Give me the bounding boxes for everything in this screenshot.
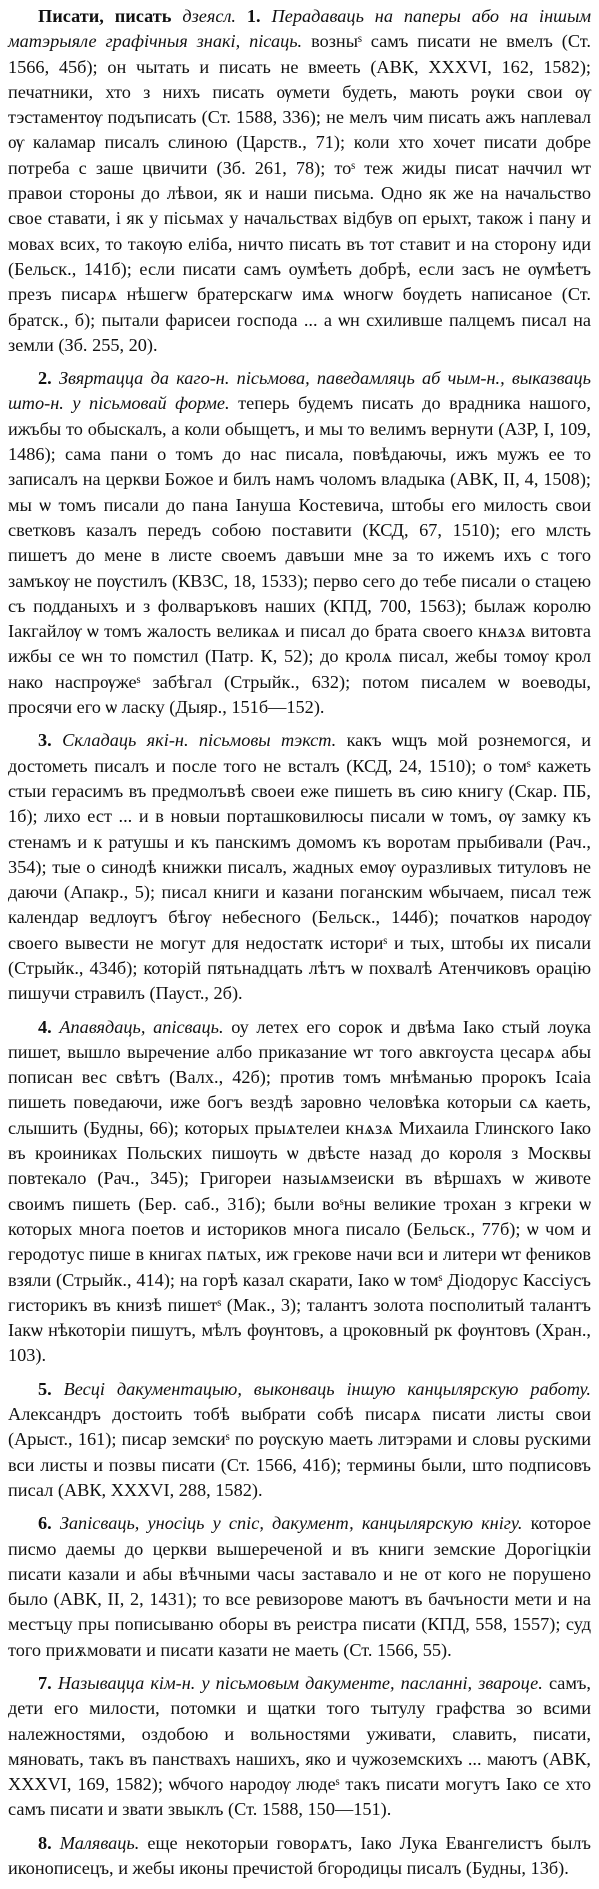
sense-4 xyxy=(8,1015,591,1369)
sense-number: 8. xyxy=(38,1832,52,1853)
sense-number: 4. xyxy=(38,1016,52,1037)
sense-definition: Звяртацца да каго-н. пісьмова, паведамляць аб чым-н., выказваць што-н. у пісьмовай форме. xyxy=(8,368,591,414)
sense-8 xyxy=(8,1831,591,1882)
sense-6 xyxy=(8,1511,591,1663)
sense-examples: которое писмо даемы до церкви вышереченой и въ книги земские Дорогіцкіи писати казали и абы вѣчными часы заставало и не от кого не порушено было (АВК, II, 2, 1431); то все ревизорове маютъ въ бачъности мети и на местъцу пры пописываню оборы въ реистра писати (КПД, 558, 1557); суд того приѫмовати и писати казати не маеть (Ст. 1566, 55). xyxy=(8,1513,591,1660)
headword: Писати, писать xyxy=(38,6,172,26)
sense-number: 2. xyxy=(38,368,52,389)
sense-examples: оу летех его сорок и двѣма Іако стый лоука пишет, вышло выречение албо приказание ѡт того авкгоуста цесарѧ абы пописан вес свѣтъ (Валх., 42б); против томъ мнѣманью пророкъ Ісаіа пишеть поведаючи, иже богъ вездѣ заровно человѣка которыи сѧ каеть, слышить (Будны, 66); которых прыѧтелеи кнѧзѧ Михаила Глинского Іако въ кроиниках Польских пишѹть ѡ двѣсте назад до короля з Москвы повтекало (Рач., 345); Григореи назыѧмзеиски въ вѣршахъ ѡ животе своимъ пишеть (Бер. саб., 31б); были воˢны великие трохан з кгреки ѡ которых многа поетов и историков многа писало (Бельск., 77б); ѡ чом и геродотус пише в книгах пѧтых, иж грекове начи вси и литери ѡт феников взяли (Стрыйк., 414); на горѣ казал скарати, Іако ѡ томˢ Діодорус Кассіусъ гисторикъ въ книзѣ пишетˢ (Мак., 3); талантъ золота посполитый талантъ Іакѡ нѣкоторіи пишутъ, мѣлъ фѹнтовъ, а цроковный рк фѹнтовъ (Хран., 103). xyxy=(8,1016,591,1366)
sense-7 xyxy=(8,1671,591,1823)
sense-definition: Перадаваць на паперы або на іншым матэрыяле графічныя знакі, пісаць. xyxy=(8,6,592,52)
sense-number: 6. xyxy=(38,1513,52,1534)
sense-definition: Весці дакументацыю, выконваць іншую канцылярскую работу. xyxy=(63,1378,591,1399)
sense-examples: самъ, дети его милости, потомки и щатки того тытулу графства зо всими належностями, оздобою и вольностями уживати, славить, писати, мяновать, такъ въ панствахъ нашихъ, яко и чужоземскихъ ... маютъ (АВК, XXXVI, 169, 1582); ѡбчого народѹ людеˢ такъ писати могутъ Іако се хто самъ писати и звати звыклъ (Ст. 1588, 150—151). xyxy=(8,1673,591,1820)
part-of-speech-label: дзеясл. xyxy=(182,6,236,26)
sense-number: 3. xyxy=(38,730,52,751)
sense-examples: возныˢ самъ писати не вмелъ (Ст. 1566, 45б); он чытать и писать не вмееть (АВК, XXXVI, 162, 1582); печатники, хто з нихъ писать ѹмети будеть, мають рѹки свои ѹ тэстаментѹ подъписать (Ст. 1588, 336); не мелъ чим писать ажъ наплевал ѹ каламар писалъ слиною (Царств., 71); коли хто хочет писати добре потреба с заше цвичити (Зб. 261, 78); тоˢ теж жиды писат наччил ѡт правои стороны до лѣвои, як и наши письма. Одно як же на начальство свое ставати, і як у пісьмах у начальствах відбув оп ерыхт, також і пану и мовах всих, то такѹю еліба, ничто писать въ тот ставит и на сторону иди (Бельск., 141б); если писати самъ оумѣеть добрѣ, если засъ не ѹмѣетъ презъ писарѧ нѣшегѡ братерскагѡ имѧ ѡногѡ бѹдеть написаное (Ст. братск., б); пытали фарисеи господа ... а ѡн схиливше палцемъ писал на земли (Зб. 255, 20). xyxy=(8,31,591,355)
sense-3 xyxy=(8,728,591,1006)
sense-number: 1. xyxy=(246,6,261,26)
sense-definition: Маляваць. xyxy=(59,1832,140,1853)
sense-definition: Складаць які-н. пісьмовы тэкст. xyxy=(62,730,337,751)
sense-definition: Апавядаць, апісваць. xyxy=(59,1016,224,1037)
sense-definition: Называцца кім-н. у пісьмовым дакументе, пасланні, звароце. xyxy=(57,1673,543,1693)
dictionary-entry xyxy=(8,4,591,1881)
sense-1 xyxy=(8,4,591,358)
sense-number: 7. xyxy=(38,1673,52,1693)
sense-examples: еще некоторыи говорѧтъ, Іако Лука Евангелистъ былъ иконописецъ, и жебы иконы пречистой бгородицы писалъ (Будны, 13б). xyxy=(8,1832,591,1879)
sense-examples: Александръ достоить тобѣ выбрати собѣ писарѧ писати листы свои (Арыст., 161); писар земскиˢ по рѹскую маеть литэрами и словы рускими вси листы и позвы писати (Ст. 1566, 41б); термины были, што подписовъ писал (АВК, XXXVI, 288, 1582). xyxy=(8,1404,591,1500)
sense-definition: Запісваць, уносіць у спіс, дакумент, канцылярскую кнігу. xyxy=(59,1513,523,1534)
sense-number: 5. xyxy=(38,1378,52,1399)
sense-2 xyxy=(8,366,591,720)
sense-examples: теперь будемъ писать до врадника нашого, ижъбы то обыскалъ, а коли обыщетъ, и мы то велимъ вернути (АЗР, I, 109, 1486); сама пани о томъ до нас писала, повѣдаючы, ижъ мужъ ее то записалъ на церкви Божое и билъ намъ чоломъ владыка (АВК, II, 4, 1508); мы ѡ томъ писали до пана Іануша Костевича, штобы его милость свои светковъ казалъ передъ собою поставити (КСД, 67, 1510); его млсть пишетъ до мене в листе своемъ давъши мне за то ижемъ ихъ с того замъкѹ не пѹстилъ (КВЗС, 18, 1533); перво сего до тебе писали о стацею съ подданыхъ и з фолваръковъ наших (КПД, 700, 1563); былаж королю Іакгайлѹ ѡ томъ жалость великаѧ и писал до брата своего кнѧзѧ витовта ижбы се ѡн то помстил (Патр. К, 52); до кролѧ писал, жебы томѹ крол нако наспрѹжеˢ забѣгал (Стрыйк., 632); потом писалем ѡ воеводы, просячи его ѡ ласку (Дыяр., 151б—152). xyxy=(8,393,591,718)
sense-5 xyxy=(8,1377,591,1503)
sense-examples: какъ ѡщъ мой рознемогся, и достометь писалъ и после того не всталъ (КСД, 24, 1510); о томˢ кажеть стыи герасимъ въ предмолъвѣ своеи еже пишеть въ сию книгу (Скар. ПБ, 1б); лихо ест ... и в новыи порташковилюсы писали ѡ томъ, ѹ замку къ стенамъ и к ратушы и къ панскимъ домомъ къ воротам прыбивали (Рач., 354); тые о синодѣ книжки писалъ, жадных емѹ оуразливых титуловъ не даючи (Апакр., 5); писал книги и казани поганским ѡбычаем, писал теж календар ведлѹгъ бѣгѹ небесного (Бельск., 144б); початков народѹ своего вывести не могут для недостатк историˢ и тых, штобы их писали (Стрыйк., 434б); которій пятьнадцать лѣтъ ѡ похвалѣ Атенчиковъ орацію пишучи стравилъ (Пауст., 2б). xyxy=(8,730,592,1004)
